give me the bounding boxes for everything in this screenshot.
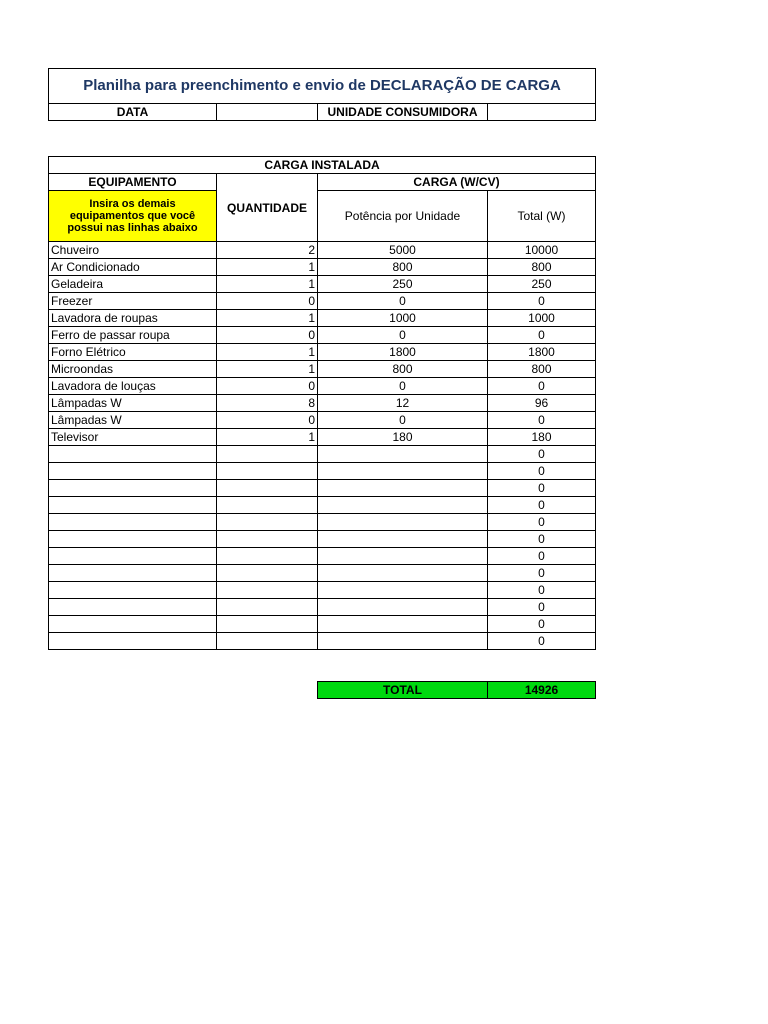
- equipment-rows: [49, 242, 596, 650]
- equipment-cell[interactable]: Chuveiro: [49, 242, 217, 259]
- page-title: Planilha para preenchimento e envio de DECLARAÇÃO DE CARGA: [49, 69, 596, 104]
- consumer-unit-label: UNIDADE CONSUMIDORA: [318, 104, 488, 121]
- installed-load-table: [48, 156, 596, 650]
- total-cell: 800: [488, 259, 596, 276]
- total-label: TOTAL: [318, 682, 488, 699]
- unit-power-cell[interactable]: [318, 548, 488, 565]
- table-row: [49, 548, 596, 565]
- unit-power-cell[interactable]: 0: [318, 293, 488, 310]
- total-cell: 0: [488, 412, 596, 429]
- equipment-cell[interactable]: Lâmpadas W: [49, 395, 217, 412]
- table-row: [49, 497, 596, 514]
- unit-power-cell[interactable]: [318, 514, 488, 531]
- total-cell: 0: [488, 293, 596, 310]
- hint-note: Insira os demais equipamentos que você possui nas linhas abaixo: [49, 191, 217, 242]
- unit-power-cell[interactable]: 180: [318, 429, 488, 446]
- table-row: [49, 480, 596, 497]
- total-cell: 0: [488, 531, 596, 548]
- unit-power-cell[interactable]: 250: [318, 276, 488, 293]
- equipment-cell[interactable]: Microondas: [49, 361, 217, 378]
- quantity-cell[interactable]: 1: [217, 276, 318, 293]
- equipment-cell[interactable]: Ar Condicionado: [49, 259, 217, 276]
- table-row: [49, 599, 596, 616]
- quantity-cell[interactable]: [217, 548, 318, 565]
- quantity-cell[interactable]: [217, 565, 318, 582]
- equipment-cell[interactable]: [49, 548, 217, 565]
- quantity-cell[interactable]: 0: [217, 378, 318, 395]
- quantity-cell[interactable]: [217, 531, 318, 548]
- equipment-cell[interactable]: Ferro de passar roupa: [49, 327, 217, 344]
- total-cell: 0: [488, 565, 596, 582]
- total-value: 14926: [488, 682, 596, 699]
- total-cell: 0: [488, 582, 596, 599]
- table-row: [49, 616, 596, 633]
- unit-power-cell[interactable]: 12: [318, 395, 488, 412]
- unit-power-cell[interactable]: 0: [318, 378, 488, 395]
- quantity-cell[interactable]: 1: [217, 259, 318, 276]
- quantity-cell[interactable]: 1: [217, 361, 318, 378]
- total-cell: 800: [488, 361, 596, 378]
- table-row: [49, 429, 596, 446]
- unit-power-cell[interactable]: [318, 633, 488, 650]
- section-title: CARGA INSTALADA: [49, 157, 596, 174]
- equipment-cell[interactable]: [49, 565, 217, 582]
- quantity-cell[interactable]: [217, 446, 318, 463]
- unit-power-cell[interactable]: [318, 480, 488, 497]
- total-table: [317, 681, 596, 699]
- equipment-cell[interactable]: [49, 480, 217, 497]
- total-cell: 0: [488, 633, 596, 650]
- consumer-unit-field[interactable]: [488, 104, 596, 121]
- table-row: [49, 565, 596, 582]
- quantity-cell[interactable]: 1: [217, 429, 318, 446]
- table-row: [49, 310, 596, 327]
- unit-power-cell[interactable]: [318, 565, 488, 582]
- total-cell: 250: [488, 276, 596, 293]
- quantity-cell[interactable]: [217, 463, 318, 480]
- equipment-cell[interactable]: [49, 582, 217, 599]
- equipment-cell[interactable]: Lâmpadas W: [49, 412, 217, 429]
- equipment-cell[interactable]: Freezer: [49, 293, 217, 310]
- unit-power-cell[interactable]: 0: [318, 412, 488, 429]
- total-cell: 180: [488, 429, 596, 446]
- quantity-cell[interactable]: [217, 616, 318, 633]
- equipment-cell[interactable]: [49, 446, 217, 463]
- equipment-cell[interactable]: [49, 633, 217, 650]
- quantity-cell[interactable]: [217, 582, 318, 599]
- table-row: [49, 395, 596, 412]
- equipment-cell[interactable]: [49, 616, 217, 633]
- total-cell: 1000: [488, 310, 596, 327]
- table-row: [49, 446, 596, 463]
- quantity-cell[interactable]: [217, 514, 318, 531]
- table-row: [49, 463, 596, 480]
- equipment-cell[interactable]: [49, 514, 217, 531]
- table-row: [49, 276, 596, 293]
- quantity-cell[interactable]: [217, 480, 318, 497]
- total-cell: 0: [488, 497, 596, 514]
- unit-power-cell[interactable]: 1800: [318, 344, 488, 361]
- unit-power-cell[interactable]: [318, 599, 488, 616]
- header-table: [48, 68, 596, 121]
- load-header: CARGA (W/CV): [318, 174, 596, 191]
- quantity-cell[interactable]: 1: [217, 344, 318, 361]
- unit-power-cell[interactable]: [318, 497, 488, 514]
- equipment-cell[interactable]: Televisor: [49, 429, 217, 446]
- unit-power-cell[interactable]: 0: [318, 327, 488, 344]
- table-row: [49, 293, 596, 310]
- equipment-cell[interactable]: [49, 463, 217, 480]
- equipment-header: EQUIPAMENTO: [49, 174, 217, 191]
- total-cell: 10000: [488, 242, 596, 259]
- total-cell: 0: [488, 616, 596, 633]
- equipment-cell[interactable]: Lavadora de louças: [49, 378, 217, 395]
- total-cell: 0: [488, 327, 596, 344]
- equipment-cell[interactable]: [49, 497, 217, 514]
- quantity-cell[interactable]: 0: [217, 327, 318, 344]
- total-cell: 0: [488, 463, 596, 480]
- unit-power-cell[interactable]: 1000: [318, 310, 488, 327]
- unit-power-cell[interactable]: 800: [318, 259, 488, 276]
- table-row: [49, 514, 596, 531]
- total-header: Total (W): [488, 191, 596, 242]
- table-row: [49, 259, 596, 276]
- total-cell: 0: [488, 378, 596, 395]
- equipment-cell[interactable]: Geladeira: [49, 276, 217, 293]
- equipment-cell[interactable]: [49, 531, 217, 548]
- table-row: [49, 378, 596, 395]
- total-cell: 96: [488, 395, 596, 412]
- quantity-cell[interactable]: 0: [217, 293, 318, 310]
- unit-power-cell[interactable]: [318, 582, 488, 599]
- total-cell: 0: [488, 446, 596, 463]
- table-row: [49, 633, 596, 650]
- unit-power-header: Potência por Unidade: [318, 191, 488, 242]
- date-field[interactable]: [217, 104, 318, 121]
- quantity-cell[interactable]: 0: [217, 412, 318, 429]
- table-row: [49, 531, 596, 548]
- equipment-cell[interactable]: [49, 599, 217, 616]
- unit-power-cell[interactable]: [318, 531, 488, 548]
- table-row: [49, 327, 596, 344]
- total-cell: 0: [488, 480, 596, 497]
- quantity-cell[interactable]: [217, 599, 318, 616]
- total-cell: 1800: [488, 344, 596, 361]
- unit-power-cell[interactable]: [318, 446, 488, 463]
- total-cell: 0: [488, 514, 596, 531]
- total-cell: 0: [488, 599, 596, 616]
- total-cell: 0: [488, 548, 596, 565]
- equipment-cell[interactable]: Forno Elétrico: [49, 344, 217, 361]
- quantity-cell[interactable]: 1: [217, 310, 318, 327]
- quantity-cell[interactable]: 8: [217, 395, 318, 412]
- table-row: [49, 582, 596, 599]
- unit-power-cell[interactable]: 5000: [318, 242, 488, 259]
- equipment-cell[interactable]: Lavadora de roupas: [49, 310, 217, 327]
- table-row: [49, 361, 596, 378]
- table-row: [49, 242, 596, 259]
- quantity-cell[interactable]: [217, 497, 318, 514]
- unit-power-cell[interactable]: [318, 616, 488, 633]
- unit-power-cell[interactable]: 800: [318, 361, 488, 378]
- table-row: [49, 344, 596, 361]
- table-row: [49, 412, 596, 429]
- quantity-header: QUANTIDADE: [217, 174, 318, 242]
- date-label: DATA: [49, 104, 217, 121]
- quantity-cell[interactable]: [217, 633, 318, 650]
- quantity-cell[interactable]: 2: [217, 242, 318, 259]
- unit-power-cell[interactable]: [318, 463, 488, 480]
